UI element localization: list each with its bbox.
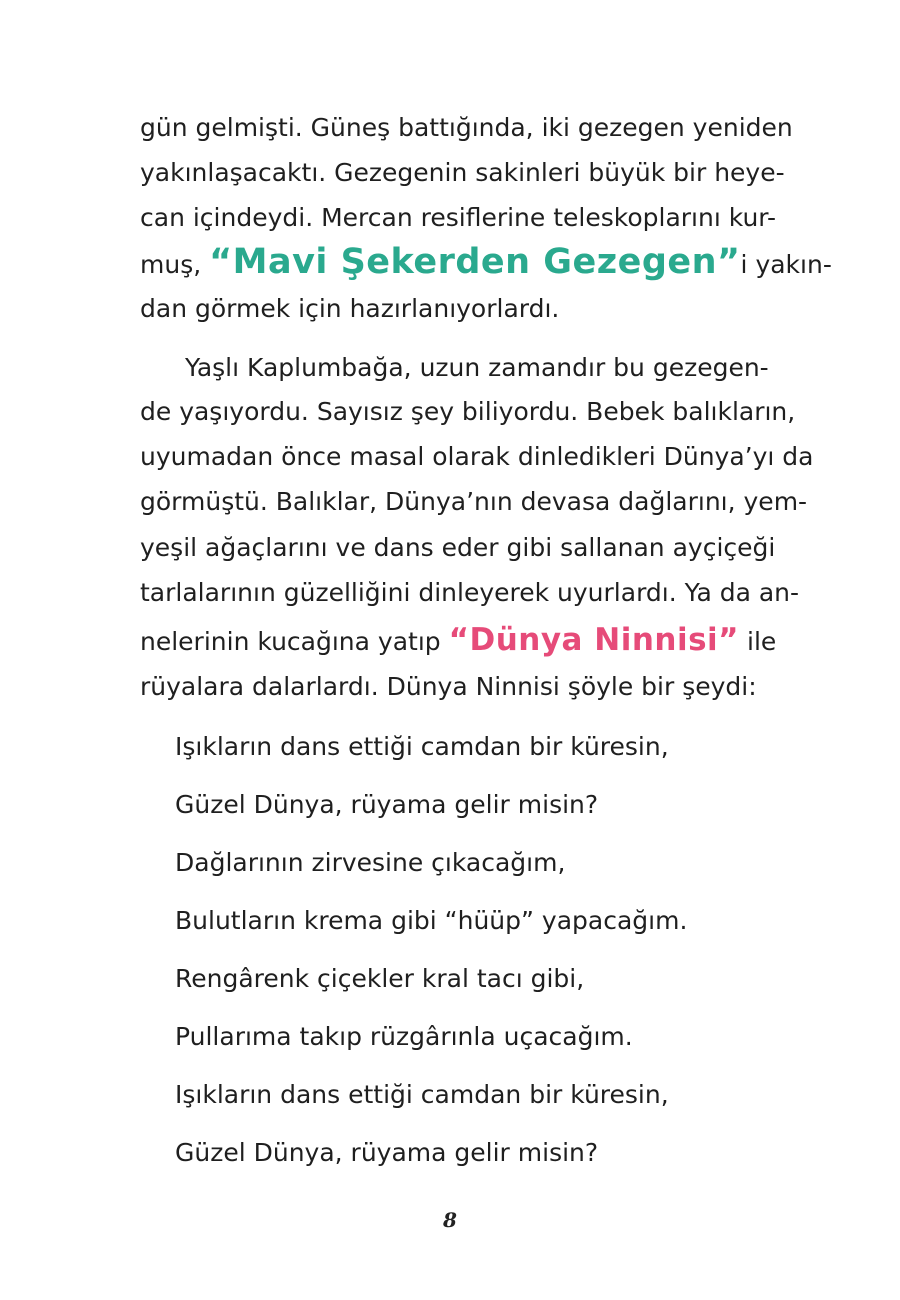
- poem-line: Güzel Dünya, rüyama gelir misin?: [175, 1138, 599, 1167]
- paragraph-1-line-2: yakınlaşacaktı. Gezegenin sakinleri büyük bir heye-: [140, 158, 785, 187]
- page-number: 8: [443, 1208, 457, 1232]
- poem-line: Işıkların dans ettiği camdan bir küresin,: [175, 732, 669, 761]
- poem-line: Rengârenk çiçekler kral tacı gibi,: [175, 964, 585, 993]
- poem-line: Işıkların dans ettiği camdan bir küresin,: [175, 1080, 669, 1109]
- highlight-mavi-sekerden-gezegen: “Mavi Şekerden Gezegen”: [209, 242, 741, 282]
- paragraph-1-line-5: dan görmek için hazırlanıyorlardı.: [140, 294, 560, 323]
- paragraph-2-line-8: rüyalara dalarlardı. Dünya Ninnisi şöyle bir şeydi:: [140, 672, 757, 701]
- paragraph-1-line-3: can içindeydi. Mercan resiflerine teleskoplarını kur-: [140, 203, 776, 232]
- poem-line: Güzel Dünya, rüyama gelir misin?: [175, 790, 599, 819]
- paragraph-1-line-4-start: muş,: [140, 250, 202, 279]
- paragraph-2-line-3: uyumadan önce masal olarak dinledikleri Dünya’yı da: [140, 442, 814, 471]
- poem-line: Pullarıma takıp rüzgârınla uçacağım.: [175, 1022, 633, 1051]
- paragraph-1-line-4: [140, 240, 832, 284]
- paragraph-2-line-4: görmüştü. Balıklar, Dünya’nın devasa dağlarını, yem-: [140, 487, 808, 516]
- paragraph-2-line-7-end: ile: [747, 627, 777, 656]
- paragraph-1-line-4-end: i yakın-: [740, 250, 832, 279]
- poem-line: Bulutların krema gibi “hüüp” yapacağım.: [175, 906, 688, 935]
- paragraph-2-line-2: de yaşıyordu. Sayısız şey biliyordu. Bebek balıkların,: [140, 397, 796, 426]
- paragraph-2-line-7-start: nelerinin kucağına yatıp: [140, 627, 441, 656]
- paragraph-2-line-7: [140, 618, 777, 662]
- paragraph-2-line-5: yeşil ağaçlarını ve dans eder gibi sallanan ayçiçeği: [140, 533, 776, 562]
- poem-line: Dağlarının zirvesine çıkacağım,: [175, 848, 566, 877]
- paragraph-2-line-6: tarlalarının güzelliğini dinleyerek uyurlardı. Ya da an-: [140, 578, 800, 607]
- highlight-dunya-ninnisi: “Dünya Ninnisi”: [448, 622, 740, 658]
- paragraph-1-line-1: gün gelmişti. Güneş battığında, iki gezegen yeniden: [140, 113, 793, 142]
- paragraph-2-line-1: Yaşlı Kaplumbağa, uzun zamandır bu gezegen-: [185, 353, 769, 382]
